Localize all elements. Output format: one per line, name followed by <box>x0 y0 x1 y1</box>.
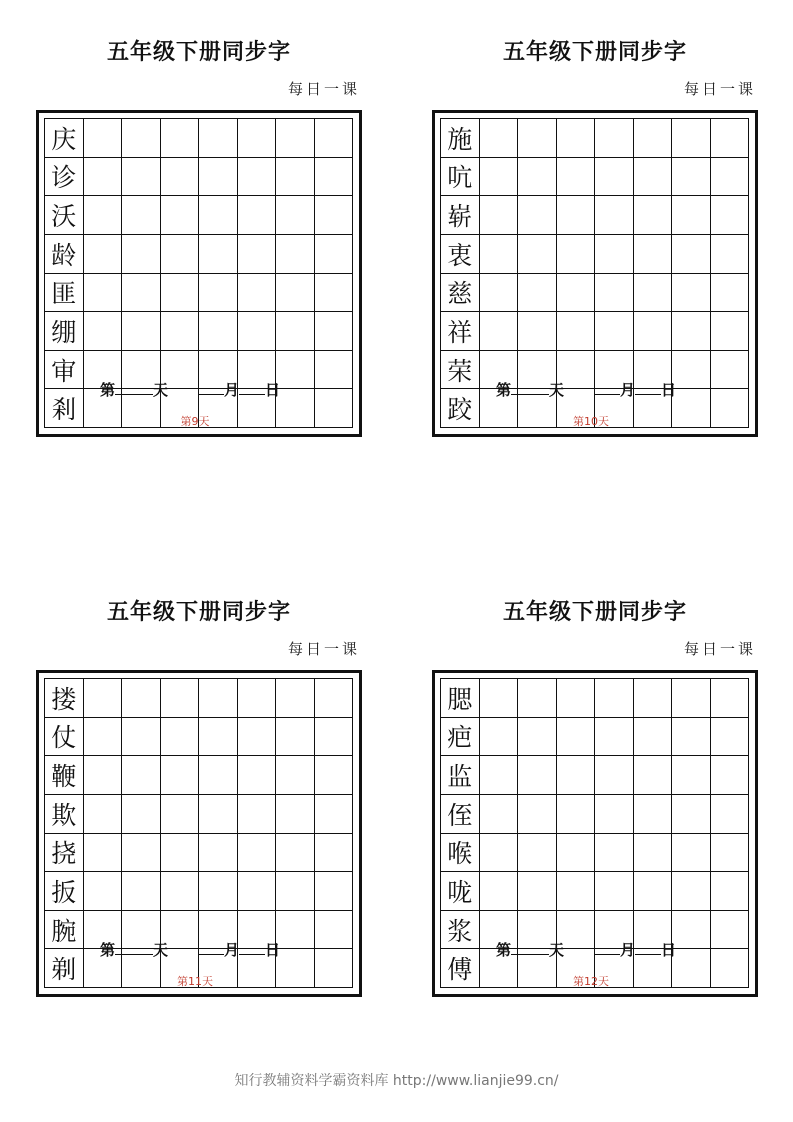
date-blank[interactable] <box>239 380 265 395</box>
date-blank[interactable] <box>635 940 661 955</box>
practice-cell[interactable] <box>199 119 238 158</box>
date-line <box>496 379 676 400</box>
day-unit: 天 <box>549 941 565 959</box>
practice-cell[interactable] <box>518 158 557 197</box>
practice-cell[interactable] <box>276 718 315 757</box>
model-character: 祥 <box>441 312 480 351</box>
practice-cell[interactable] <box>276 235 315 274</box>
practice-cell[interactable] <box>518 834 557 873</box>
practice-cell[interactable] <box>276 679 315 718</box>
month-blank[interactable] <box>198 940 224 955</box>
day-label: 第9天 <box>180 415 210 428</box>
practice-cell[interactable] <box>161 756 200 795</box>
practice-cell[interactable] <box>672 911 711 950</box>
model-character: 施 <box>441 119 480 158</box>
practice-cell[interactable] <box>595 756 634 795</box>
day-label: 第12天 <box>573 975 609 988</box>
practice-cell[interactable] <box>518 312 557 351</box>
practice-cell[interactable] <box>518 196 557 235</box>
day-unit: 天 <box>549 381 565 399</box>
practice-cell[interactable] <box>238 119 277 158</box>
practice-cell[interactable] <box>199 274 238 313</box>
practice-cell[interactable] <box>672 679 711 718</box>
day-number-blank[interactable] <box>115 380 153 395</box>
date-prefix: 第 <box>496 381 512 399</box>
practice-cell[interactable] <box>84 756 123 795</box>
practice-cell[interactable] <box>634 158 673 197</box>
day-label: 第10天 <box>573 415 609 428</box>
practice-cell[interactable] <box>122 312 161 351</box>
practice-cell[interactable] <box>711 756 750 795</box>
month-unit: 月 <box>620 941 636 959</box>
month-blank[interactable] <box>594 940 620 955</box>
worksheet-title: 五年级下册同步字 <box>502 600 687 625</box>
practice-cell[interactable] <box>238 679 277 718</box>
practice-cell[interactable] <box>711 312 750 351</box>
practice-cell[interactable] <box>672 312 711 351</box>
practice-cell[interactable] <box>634 718 673 757</box>
practice-cell[interactable] <box>557 235 596 274</box>
practice-cell[interactable] <box>595 196 634 235</box>
practice-cell[interactable] <box>480 756 519 795</box>
practice-cell[interactable] <box>161 679 200 718</box>
practice-cell[interactable] <box>672 756 711 795</box>
month-blank[interactable] <box>594 380 620 395</box>
practice-cell[interactable] <box>276 872 315 911</box>
practice-cell[interactable] <box>161 235 200 274</box>
practice-cell[interactable] <box>84 119 123 158</box>
practice-cell[interactable] <box>711 196 750 235</box>
practice-cell[interactable] <box>557 312 596 351</box>
practice-cell[interactable] <box>595 119 634 158</box>
practice-cell[interactable] <box>315 119 354 158</box>
practice-cell[interactable] <box>122 679 161 718</box>
practice-cell[interactable] <box>238 312 277 351</box>
practice-cell[interactable] <box>595 274 634 313</box>
practice-cell[interactable] <box>199 718 238 757</box>
practice-cell[interactable] <box>557 158 596 197</box>
practice-cell[interactable] <box>276 274 315 313</box>
practice-cell[interactable] <box>161 834 200 873</box>
practice-cell[interactable] <box>276 196 315 235</box>
practice-cell[interactable] <box>199 872 238 911</box>
worksheet-subtitle: 每日一课 <box>287 80 360 98</box>
practice-cell[interactable] <box>480 196 519 235</box>
practice-cell[interactable] <box>672 235 711 274</box>
practice-cell[interactable] <box>199 834 238 873</box>
practice-cell[interactable] <box>480 795 519 834</box>
practice-cell[interactable] <box>122 795 161 834</box>
practice-cell[interactable] <box>672 795 711 834</box>
practice-cell[interactable] <box>276 756 315 795</box>
practice-cell[interactable] <box>161 196 200 235</box>
model-character: 剎 <box>45 389 84 428</box>
practice-cell[interactable] <box>634 274 673 313</box>
practice-cell[interactable] <box>276 351 315 390</box>
practice-cell[interactable] <box>711 718 750 757</box>
day-unit: 天 <box>153 941 169 959</box>
practice-cell[interactable] <box>84 196 123 235</box>
practice-cell[interactable] <box>122 235 161 274</box>
model-character: 浆 <box>441 911 480 950</box>
practice-cell[interactable] <box>480 834 519 873</box>
practice-cell[interactable] <box>480 679 519 718</box>
practice-cell[interactable] <box>315 911 354 950</box>
model-character: 沃 <box>45 196 84 235</box>
practice-cell[interactable] <box>161 119 200 158</box>
practice-cell[interactable] <box>238 718 277 757</box>
practice-cell[interactable] <box>557 274 596 313</box>
worksheet-subtitle: 每日一课 <box>287 640 360 658</box>
model-character: 崭 <box>441 196 480 235</box>
practice-cell[interactable] <box>199 679 238 718</box>
model-character: 欺 <box>45 795 84 834</box>
practice-cell[interactable] <box>711 872 750 911</box>
practice-cell[interactable] <box>595 834 634 873</box>
model-character: 咙 <box>441 872 480 911</box>
day-number-blank[interactable] <box>511 940 549 955</box>
practice-cell[interactable] <box>518 872 557 911</box>
practice-cell[interactable] <box>199 312 238 351</box>
model-character: 监 <box>441 756 480 795</box>
practice-cell[interactable] <box>315 834 354 873</box>
practice-cell[interactable] <box>557 119 596 158</box>
practice-cell[interactable] <box>672 872 711 911</box>
practice-cell[interactable] <box>315 795 354 834</box>
month-blank[interactable] <box>198 380 224 395</box>
day-number-blank[interactable] <box>115 940 153 955</box>
practice-cell[interactable] <box>480 235 519 274</box>
model-character: 疤 <box>441 718 480 757</box>
date-blank[interactable] <box>635 380 661 395</box>
day-label: 第11天 <box>177 975 213 988</box>
practice-cell[interactable] <box>518 274 557 313</box>
practice-cell[interactable] <box>161 274 200 313</box>
practice-cell[interactable] <box>518 756 557 795</box>
practice-cell[interactable] <box>557 679 596 718</box>
practice-cell[interactable] <box>672 274 711 313</box>
practice-cell[interactable] <box>711 911 750 950</box>
practice-cell[interactable] <box>84 872 123 911</box>
practice-cell[interactable] <box>199 196 238 235</box>
model-character: 吭 <box>441 158 480 197</box>
practice-cell[interactable] <box>315 756 354 795</box>
practice-cell[interactable] <box>122 756 161 795</box>
practice-cell[interactable] <box>161 158 200 197</box>
practice-cell[interactable] <box>276 834 315 873</box>
practice-cell[interactable] <box>84 158 123 197</box>
practice-cell[interactable] <box>199 235 238 274</box>
model-character: 庆 <box>45 119 84 158</box>
practice-cell[interactable] <box>84 274 123 313</box>
practice-cell[interactable] <box>711 834 750 873</box>
practice-cell[interactable] <box>238 756 277 795</box>
model-character: 诊 <box>45 158 84 197</box>
model-character: 剃 <box>45 949 84 988</box>
practice-cell[interactable] <box>634 196 673 235</box>
practice-cell[interactable] <box>711 119 750 158</box>
practice-cell[interactable] <box>161 718 200 757</box>
practice-cell[interactable] <box>276 795 315 834</box>
model-character: 龄 <box>45 235 84 274</box>
practice-cell[interactable] <box>557 872 596 911</box>
model-character: 搂 <box>45 679 84 718</box>
practice-cell[interactable] <box>161 795 200 834</box>
practice-cell[interactable] <box>634 679 673 718</box>
model-character: 跤 <box>441 389 480 428</box>
practice-cell[interactable] <box>315 679 354 718</box>
date-unit: 日 <box>265 381 281 399</box>
date-line <box>100 379 280 400</box>
practice-cell[interactable] <box>122 274 161 313</box>
practice-cell[interactable] <box>122 119 161 158</box>
practice-cell[interactable] <box>518 795 557 834</box>
practice-cell[interactable] <box>122 196 161 235</box>
practice-cell[interactable] <box>557 196 596 235</box>
practice-cell[interactable] <box>84 834 123 873</box>
practice-cell[interactable] <box>711 274 750 313</box>
practice-cell[interactable] <box>84 718 123 757</box>
practice-cell[interactable] <box>315 351 354 390</box>
model-character: 腕 <box>45 911 84 950</box>
practice-cell[interactable] <box>276 312 315 351</box>
date-unit: 日 <box>661 381 677 399</box>
practice-cell[interactable] <box>276 911 315 950</box>
practice-cell[interactable] <box>122 718 161 757</box>
practice-cell[interactable] <box>672 834 711 873</box>
footer-watermark: 知行教辅资料学霸资料库 http://www.lianjie99.cn/ <box>234 1073 559 1089</box>
model-character: 挠 <box>45 834 84 873</box>
practice-cell[interactable] <box>315 158 354 197</box>
practice-cell[interactable] <box>122 158 161 197</box>
worksheet-title: 五年级下册同步字 <box>502 40 687 65</box>
model-character: 荣 <box>441 351 480 390</box>
practice-cell[interactable] <box>238 795 277 834</box>
model-character: 侄 <box>441 795 480 834</box>
practice-cell[interactable] <box>199 756 238 795</box>
practice-cell[interactable] <box>315 274 354 313</box>
practice-cell[interactable] <box>672 718 711 757</box>
practice-cell[interactable] <box>595 158 634 197</box>
month-unit: 月 <box>620 381 636 399</box>
practice-cell[interactable] <box>199 158 238 197</box>
practice-cell[interactable] <box>518 235 557 274</box>
date-unit: 日 <box>661 941 677 959</box>
practice-cell[interactable] <box>634 756 673 795</box>
practice-cell[interactable] <box>238 196 277 235</box>
practice-cell[interactable] <box>634 119 673 158</box>
practice-cell[interactable] <box>480 274 519 313</box>
practice-cell[interactable] <box>161 312 200 351</box>
model-character: 匪 <box>45 274 84 313</box>
practice-cell[interactable] <box>711 158 750 197</box>
practice-cell[interactable] <box>480 872 519 911</box>
practice-cell[interactable] <box>315 312 354 351</box>
practice-cell[interactable] <box>595 235 634 274</box>
date-line <box>496 939 676 960</box>
practice-cell[interactable] <box>557 718 596 757</box>
day-number-blank[interactable] <box>511 380 549 395</box>
practice-cell[interactable] <box>84 312 123 351</box>
model-character: 喉 <box>441 834 480 873</box>
practice-cell[interactable] <box>634 834 673 873</box>
practice-cell[interactable] <box>315 872 354 911</box>
practice-cell[interactable] <box>595 718 634 757</box>
practice-cell[interactable] <box>315 196 354 235</box>
practice-cell[interactable] <box>595 312 634 351</box>
practice-cell[interactable] <box>634 872 673 911</box>
worksheet-title: 五年级下册同步字 <box>106 40 291 65</box>
model-character: 审 <box>45 351 84 390</box>
practice-cell[interactable] <box>122 872 161 911</box>
practice-cell[interactable] <box>276 158 315 197</box>
worksheet-subtitle: 每日一课 <box>683 640 756 658</box>
practice-cell[interactable] <box>480 119 519 158</box>
practice-cell[interactable] <box>315 235 354 274</box>
date-prefix: 第 <box>100 941 116 959</box>
practice-cell[interactable] <box>557 795 596 834</box>
practice-cell[interactable] <box>672 351 711 390</box>
practice-cell[interactable] <box>711 795 750 834</box>
practice-cell[interactable] <box>315 718 354 757</box>
worksheet-title: 五年级下册同步字 <box>106 600 291 625</box>
model-character: 绷 <box>45 312 84 351</box>
practice-cell[interactable] <box>711 351 750 390</box>
practice-cell[interactable] <box>595 872 634 911</box>
practice-cell[interactable] <box>480 718 519 757</box>
practice-cell[interactable] <box>711 679 750 718</box>
date-prefix: 第 <box>496 941 512 959</box>
practice-cell[interactable] <box>161 872 200 911</box>
practice-cell[interactable] <box>672 158 711 197</box>
model-character: 腮 <box>441 679 480 718</box>
practice-cell[interactable] <box>238 834 277 873</box>
practice-cell[interactable] <box>557 756 596 795</box>
practice-cell[interactable] <box>518 679 557 718</box>
date-blank[interactable] <box>239 940 265 955</box>
practice-cell[interactable] <box>276 119 315 158</box>
practice-cell[interactable] <box>238 274 277 313</box>
practice-cell[interactable] <box>518 119 557 158</box>
practice-cell[interactable] <box>480 158 519 197</box>
practice-cell[interactable] <box>634 312 673 351</box>
date-unit: 日 <box>265 941 281 959</box>
practice-cell[interactable] <box>84 235 123 274</box>
practice-cell[interactable] <box>634 235 673 274</box>
practice-cell[interactable] <box>672 119 711 158</box>
practice-cell[interactable] <box>199 795 238 834</box>
model-character: 仗 <box>45 718 84 757</box>
model-character: 鞭 <box>45 756 84 795</box>
practice-cell[interactable] <box>238 235 277 274</box>
model-character: 慈 <box>441 274 480 313</box>
date-line <box>100 939 280 960</box>
month-unit: 月 <box>224 941 240 959</box>
practice-cell[interactable] <box>634 795 673 834</box>
model-character: 傅 <box>441 949 480 988</box>
practice-cell[interactable] <box>480 312 519 351</box>
practice-cell[interactable] <box>122 834 161 873</box>
practice-cell[interactable] <box>672 196 711 235</box>
practice-cell[interactable] <box>557 834 596 873</box>
practice-cell[interactable] <box>595 679 634 718</box>
model-character: 扳 <box>45 872 84 911</box>
day-unit: 天 <box>153 381 169 399</box>
month-unit: 月 <box>224 381 240 399</box>
practice-cell[interactable] <box>238 872 277 911</box>
practice-cell[interactable] <box>238 158 277 197</box>
model-character: 衷 <box>441 235 480 274</box>
worksheet-subtitle: 每日一课 <box>683 80 756 98</box>
practice-cell[interactable] <box>84 679 123 718</box>
date-prefix: 第 <box>100 381 116 399</box>
practice-cell[interactable] <box>518 718 557 757</box>
practice-cell[interactable] <box>711 235 750 274</box>
practice-cell[interactable] <box>595 795 634 834</box>
practice-cell[interactable] <box>84 795 123 834</box>
